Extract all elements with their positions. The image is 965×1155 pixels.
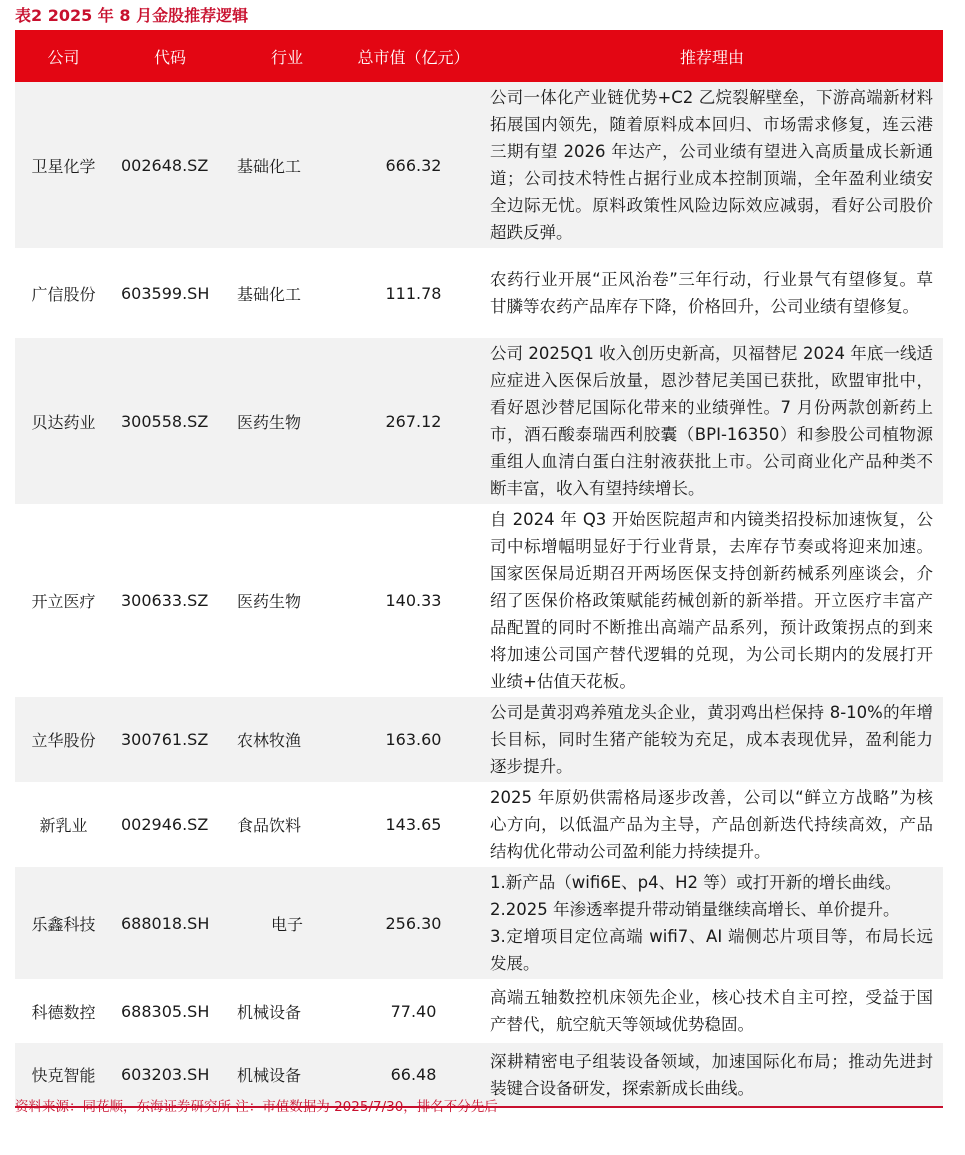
reason-line: 1.新产品（wifi6E、p4、H2 等）或打开新的增长曲线。 xyxy=(490,873,902,892)
recommendation-reason: 公司 2025Q1 收入创历史新高，贝福替尼 2024 年底一线适应症进入医保后放量，恩沙替尼美国已获批，欧盟审批中，看好恩沙替尼国际化带来的业绩弹性。7 月份两款创新药上市，酒石酸泰瑞西利胶囊（BPI-16350）和参股公司植物源重组人血清白蛋白注射液获批上市。公司商业化产品种类不断丰富，收入有望持续增长。 xyxy=(481,338,943,504)
company-name: 快克智能 xyxy=(15,1043,112,1107)
stock-code: 002946.SZ xyxy=(112,782,228,867)
market-cap: 140.33 xyxy=(346,504,481,697)
company-name: 广信股份 xyxy=(15,248,112,338)
table-row xyxy=(15,504,943,697)
market-cap: 163.60 xyxy=(346,697,481,782)
table-row xyxy=(15,338,943,504)
industry: 农林牧渔 xyxy=(228,697,346,782)
market-cap: 143.65 xyxy=(346,782,481,867)
company-name: 新乳业 xyxy=(15,782,112,867)
table-row xyxy=(15,697,943,782)
stock-code: 603599.SH xyxy=(112,248,228,338)
recommendation-reason: 自 2024 年 Q3 开始医院超声和内镜类招投标加速恢复，公司中标增幅明显好于行业背景，去库存节奏或将迎来加速。国家医保局近期召开两场医保支持创新药械系列座谈会，介绍了医保价格政策赋能药械创新的新举措。开立医疗丰富产品配置的同时不断推出高端产品系列，预计政策拐点的到来将加速公司国产替代逻辑的兑现，为公司长期内的发展打开业绩+估值天花板。 xyxy=(481,504,943,697)
market-cap: 77.40 xyxy=(346,979,481,1043)
header-row xyxy=(15,30,943,82)
industry: 食品饮料 xyxy=(228,782,346,867)
recommendation-reason: 深耕精密电子组装设备领域，加速国际化布局；推动先进封装键合设备研发，探索新成长曲线。 xyxy=(481,1043,943,1107)
industry: 医药生物 xyxy=(228,504,346,697)
market-cap: 666.32 xyxy=(346,82,481,248)
table-row xyxy=(15,248,943,338)
industry: 电子 xyxy=(228,867,346,979)
industry: 基础化工 xyxy=(228,248,346,338)
industry: 医药生物 xyxy=(228,338,346,504)
reason-line: 3.定增项目定位高端 wifi7、AI 端侧芯片项目等，布局长远发展。 xyxy=(490,927,933,973)
stock-code: 002648.SZ xyxy=(112,82,228,248)
stock-code: 300761.SZ xyxy=(112,697,228,782)
reason-line: 2.2025 年渗透率提升带动销量继续高增长、单价提升。 xyxy=(490,900,900,919)
company-name: 科德数控 xyxy=(15,979,112,1043)
table-row xyxy=(15,867,943,979)
table-row xyxy=(15,82,943,248)
header-industry: 行业 xyxy=(228,30,346,82)
stock-code: 603203.SH xyxy=(112,1043,228,1107)
table-row xyxy=(15,782,943,867)
source-note: 资料来源：同花顺，东海证券研究所 注：市值数据为 2025/7/30，排名不分先后 xyxy=(15,1099,498,1115)
recommendation-reason: 高端五轴数控机床领先企业，核心技术自主可控，受益于国产替代，航空航天等领域优势稳固。 xyxy=(481,979,943,1043)
market-cap: 256.30 xyxy=(346,867,481,979)
industry: 基础化工 xyxy=(228,82,346,248)
stock-code: 688305.SH xyxy=(112,979,228,1043)
table-caption: 表2 2025 年 8 月金股推荐逻辑 xyxy=(15,6,249,25)
header-code: 代码 xyxy=(112,30,228,82)
table-row xyxy=(15,979,943,1043)
company-name: 卫星化学 xyxy=(15,82,112,248)
market-cap: 66.48 xyxy=(346,1043,481,1107)
company-name: 开立医疗 xyxy=(15,504,112,697)
company-name: 乐鑫科技 xyxy=(15,867,112,979)
stock-code: 688018.SH xyxy=(112,867,228,979)
recommendation-reason: 公司一体化产业链优势+C2 乙烷裂解壁垒，下游高端新材料拓展国内领先，随着原料成本回归、市场需求修复，连云港三期有望 2026 年达产，公司业绩有望进入高质量成长新通道；公司技术特性占据行业成本控制顶端，全年盈利业绩安全边际无忧。原料政策性风险边际效应减弱，看好公司股价超跌反弹。 xyxy=(481,82,943,248)
company-name: 贝达药业 xyxy=(15,338,112,504)
market-cap: 267.12 xyxy=(346,338,481,504)
stock-code: 300633.SZ xyxy=(112,504,228,697)
recommendation-reason: 农药行业开展“正风治卷”三年行动，行业景气有望修复。草甘膦等农药产品库存下降，价格回升，公司业绩有望修复。 xyxy=(481,248,943,338)
header-reason: 推荐理由 xyxy=(481,30,943,82)
header-company: 公司 xyxy=(15,30,112,82)
recommendation-reason xyxy=(481,867,943,979)
recommendation-reason: 2025 年原奶供需格局逐步改善，公司以“鲜立方战略”为核心方向，以低温产品为主导，产品创新迭代持续高效，产品结构优化带动公司盈利能力持续提升。 xyxy=(481,782,943,867)
industry: 机械设备 xyxy=(228,979,346,1043)
header-market-cap: 总市值（亿元） xyxy=(346,30,481,82)
industry: 机械设备 xyxy=(228,1043,346,1107)
recommendation-reason: 公司是黄羽鸡养殖龙头企业，黄羽鸡出栏保持 8-10%的年增长目标，同时生猪产能较为充足，成本表现优异，盈利能力逐步提升。 xyxy=(481,697,943,782)
company-name: 立华股份 xyxy=(15,697,112,782)
stock-code: 300558.SZ xyxy=(112,338,228,504)
market-cap: 111.78 xyxy=(346,248,481,338)
stock-recommendation-table xyxy=(15,30,943,1108)
